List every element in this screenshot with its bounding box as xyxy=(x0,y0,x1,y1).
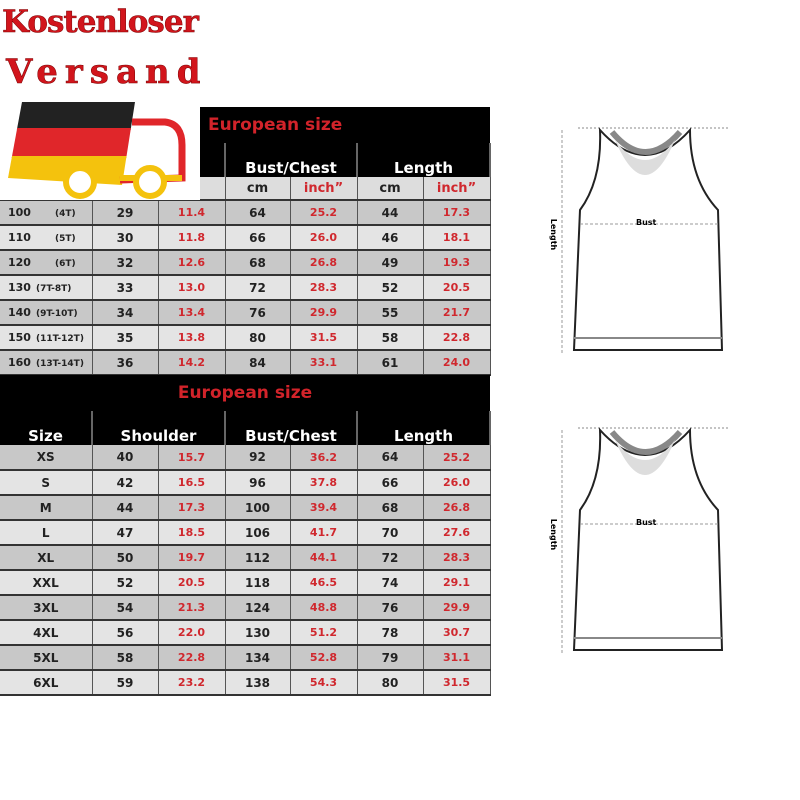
length-inch: 21.7 xyxy=(423,300,490,325)
shoulder-cm: 44 xyxy=(92,495,158,520)
size-cell: 4XL xyxy=(0,620,92,645)
shoulder-inch: 14.2 xyxy=(158,350,225,375)
length-cm: 64 xyxy=(357,445,423,470)
length-cm: 79 xyxy=(357,645,423,670)
bust-inch: 33.1 xyxy=(290,350,357,375)
header-bust: Bust/Chest xyxy=(225,411,357,445)
table-title: European size xyxy=(0,375,490,411)
bust-inch: 25.2 xyxy=(290,200,357,225)
size-cell xyxy=(0,225,92,250)
flag-truck-icon xyxy=(0,100,200,200)
size-value: 110 xyxy=(8,231,31,244)
shoulder-cm: 58 xyxy=(92,645,158,670)
bust-cm: 124 xyxy=(225,595,290,620)
size-cell: L xyxy=(0,520,92,545)
length-inch: 29.9 xyxy=(423,595,490,620)
age-value: (4T) xyxy=(54,209,76,219)
table-row xyxy=(0,520,490,545)
table-title: European size xyxy=(0,107,490,143)
shoulder-cm: 54 xyxy=(92,595,158,620)
length-cm: 55 xyxy=(357,300,423,325)
bust-inch: 51.2 xyxy=(290,620,357,645)
bust-cm: 138 xyxy=(225,670,290,695)
age-value: (5T) xyxy=(54,234,76,244)
size-value: 100 xyxy=(8,206,31,219)
size-value: 140 xyxy=(8,306,31,319)
shoulder-cm: 34 xyxy=(92,300,158,325)
shoulder-inch: 18.5 xyxy=(158,520,225,545)
length-cm: 66 xyxy=(357,470,423,495)
table-row xyxy=(0,595,490,620)
shoulder-inch: 21.3 xyxy=(158,595,225,620)
size-cell: 3XL xyxy=(0,595,92,620)
bust-cm: 106 xyxy=(225,520,290,545)
size-value: 120 xyxy=(8,256,31,269)
age-value: (9T-10T) xyxy=(35,309,78,319)
length-label: Length xyxy=(549,518,559,551)
length-inch: 30.7 xyxy=(423,620,490,645)
length-cm: 68 xyxy=(357,495,423,520)
table-row xyxy=(0,495,490,520)
table-row xyxy=(0,350,490,375)
tank-top-diagram xyxy=(540,420,760,670)
bust-cm: 100 xyxy=(225,495,290,520)
table-row xyxy=(0,545,490,570)
length-inch: 28.3 xyxy=(423,545,490,570)
shoulder-cm: 50 xyxy=(92,545,158,570)
size-cell xyxy=(0,275,92,300)
bust-inch: 46.5 xyxy=(290,570,357,595)
tank-top-diagram xyxy=(540,120,760,370)
table-row xyxy=(0,645,490,670)
length-inch: 26.0 xyxy=(423,470,490,495)
length-inch: 17.3 xyxy=(423,200,490,225)
unit-inch: inch” xyxy=(290,177,357,200)
length-cm: 46 xyxy=(357,225,423,250)
badge-line-2: Versand xyxy=(6,52,208,92)
table-row xyxy=(0,225,490,250)
bust-cm: 72 xyxy=(225,275,290,300)
bust-inch: 48.8 xyxy=(290,595,357,620)
shoulder-inch: 11.4 xyxy=(158,200,225,225)
header-length: Length xyxy=(357,411,490,445)
size-cell: XS xyxy=(0,445,92,470)
bust-inch: 36.2 xyxy=(290,445,357,470)
length-cm: 78 xyxy=(357,620,423,645)
age-value: (6T) xyxy=(54,259,76,269)
bust-inch: 54.3 xyxy=(290,670,357,695)
shoulder-inch: 11.8 xyxy=(158,225,225,250)
length-label: Length xyxy=(549,218,559,251)
length-inch: 24.0 xyxy=(423,350,490,375)
bust-cm: 96 xyxy=(225,470,290,495)
size-cell xyxy=(0,300,92,325)
bust-label: Bust xyxy=(636,518,657,527)
shoulder-cm: 32 xyxy=(92,250,158,275)
length-cm: 74 xyxy=(357,570,423,595)
length-inch: 18.1 xyxy=(423,225,490,250)
shoulder-inch: 19.7 xyxy=(158,545,225,570)
bust-cm: 84 xyxy=(225,350,290,375)
size-cell xyxy=(0,350,92,375)
bust-inch: 28.3 xyxy=(290,275,357,300)
bust-cm: 80 xyxy=(225,325,290,350)
bust-cm: 66 xyxy=(225,225,290,250)
unit-cm: cm xyxy=(357,177,423,200)
shoulder-inch: 13.8 xyxy=(158,325,225,350)
table-row xyxy=(0,325,490,350)
bust-cm: 76 xyxy=(225,300,290,325)
table-row xyxy=(0,300,490,325)
table-row xyxy=(0,670,490,695)
shoulder-cm: 30 xyxy=(92,225,158,250)
free-shipping-badge xyxy=(0,0,208,200)
bust-label: Bust xyxy=(636,218,657,227)
shoulder-inch: 16.5 xyxy=(158,470,225,495)
size-cell: M xyxy=(0,495,92,520)
shoulder-inch: 12.6 xyxy=(158,250,225,275)
shoulder-inch: 22.0 xyxy=(158,620,225,645)
age-value: (11T-12T) xyxy=(35,334,84,344)
table-row xyxy=(0,445,490,470)
bust-cm: 134 xyxy=(225,645,290,670)
table-row xyxy=(0,470,490,495)
shoulder-inch: 20.5 xyxy=(158,570,225,595)
length-cm: 61 xyxy=(357,350,423,375)
shoulder-cm: 35 xyxy=(92,325,158,350)
bust-inch: 52.8 xyxy=(290,645,357,670)
age-value: (7T-8T) xyxy=(35,284,72,294)
size-cell: 5XL xyxy=(0,645,92,670)
unit-cm: cm xyxy=(225,177,290,200)
length-inch: 31.5 xyxy=(423,670,490,695)
size-value: 130 xyxy=(8,281,31,294)
unit-inch: inch” xyxy=(423,177,490,200)
length-inch: 26.8 xyxy=(423,495,490,520)
size-cell xyxy=(0,325,92,350)
shoulder-inch: 15.7 xyxy=(158,445,225,470)
shoulder-cm: 59 xyxy=(92,670,158,695)
shoulder-cm: 29 xyxy=(92,200,158,225)
table-row xyxy=(0,570,490,595)
age-value: (13T-14T) xyxy=(35,359,84,369)
bust-cm: 112 xyxy=(225,545,290,570)
shoulder-cm: 33 xyxy=(92,275,158,300)
badge-line-1: Kostenloser xyxy=(2,4,198,40)
shoulder-cm: 52 xyxy=(92,570,158,595)
length-cm: 76 xyxy=(357,595,423,620)
length-cm: 49 xyxy=(357,250,423,275)
table-row xyxy=(0,200,490,225)
bust-inch: 29.9 xyxy=(290,300,357,325)
shoulder-inch: 23.2 xyxy=(158,670,225,695)
length-inch: 29.1 xyxy=(423,570,490,595)
bust-cm: 92 xyxy=(225,445,290,470)
bust-cm: 64 xyxy=(225,200,290,225)
shoulder-cm: 40 xyxy=(92,445,158,470)
length-cm: 44 xyxy=(357,200,423,225)
length-cm: 58 xyxy=(357,325,423,350)
size-value: 160 xyxy=(8,356,31,369)
length-inch: 20.5 xyxy=(423,275,490,300)
shoulder-cm: 42 xyxy=(92,470,158,495)
shoulder-cm: 47 xyxy=(92,520,158,545)
size-cell: XL xyxy=(0,545,92,570)
length-inch: 19.3 xyxy=(423,250,490,275)
adult-size-table xyxy=(0,375,491,696)
header-length: Length xyxy=(357,143,490,177)
bust-inch: 26.0 xyxy=(290,225,357,250)
length-cm: 52 xyxy=(357,275,423,300)
header-size: Size xyxy=(0,411,92,445)
bust-inch: 41.7 xyxy=(290,520,357,545)
size-value: 150 xyxy=(8,331,31,344)
shoulder-inch: 17.3 xyxy=(158,495,225,520)
header-shoulder: Shoulder xyxy=(92,411,225,445)
length-inch: 27.6 xyxy=(423,520,490,545)
shoulder-cm: 36 xyxy=(92,350,158,375)
shoulder-cm: 56 xyxy=(92,620,158,645)
bust-inch: 44.1 xyxy=(290,545,357,570)
header-bust: Bust/Chest xyxy=(225,143,357,177)
bust-inch: 37.8 xyxy=(290,470,357,495)
bust-cm: 118 xyxy=(225,570,290,595)
shoulder-inch: 13.4 xyxy=(158,300,225,325)
shoulder-inch: 22.8 xyxy=(158,645,225,670)
tank-top-icon xyxy=(540,420,760,670)
length-inch: 31.1 xyxy=(423,645,490,670)
size-cell xyxy=(0,200,92,225)
bust-cm: 130 xyxy=(225,620,290,645)
bust-cm: 68 xyxy=(225,250,290,275)
length-inch: 22.8 xyxy=(423,325,490,350)
size-cell xyxy=(0,250,92,275)
table-row xyxy=(0,250,490,275)
size-cell: XXL xyxy=(0,570,92,595)
table-row xyxy=(0,275,490,300)
length-cm: 80 xyxy=(357,670,423,695)
bust-inch: 39.4 xyxy=(290,495,357,520)
length-cm: 72 xyxy=(357,545,423,570)
bust-inch: 31.5 xyxy=(290,325,357,350)
table-row xyxy=(0,620,490,645)
size-cell: S xyxy=(0,470,92,495)
length-cm: 70 xyxy=(357,520,423,545)
shoulder-inch: 13.0 xyxy=(158,275,225,300)
bust-inch: 26.8 xyxy=(290,250,357,275)
size-cell: 6XL xyxy=(0,670,92,695)
length-inch: 25.2 xyxy=(423,445,490,470)
tank-top-icon xyxy=(540,120,760,370)
